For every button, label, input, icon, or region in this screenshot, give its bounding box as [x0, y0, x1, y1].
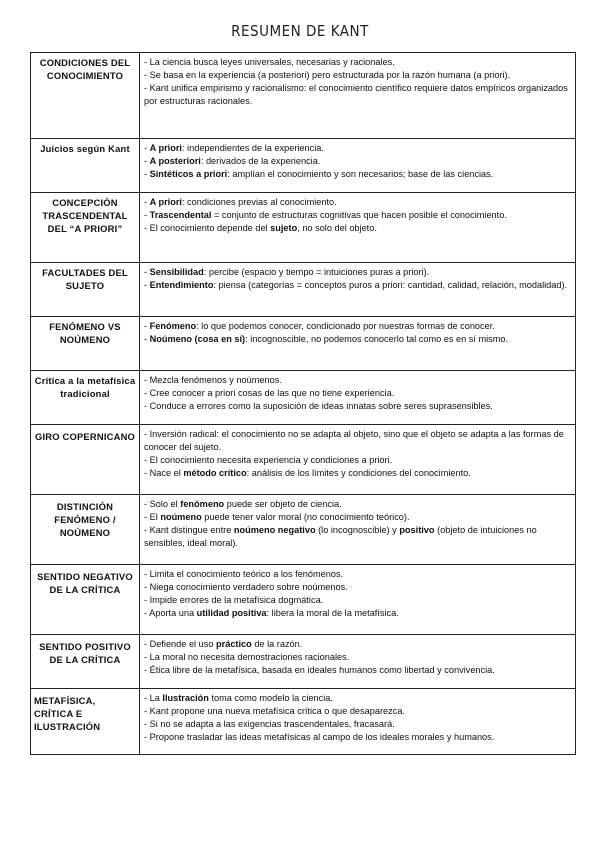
- table-row: [31, 495, 576, 565]
- description-cell: [140, 53, 576, 139]
- term-cell: CONDICIONES DEL CONOCIMIENTO: [31, 53, 140, 139]
- description-line: [144, 387, 571, 400]
- text-segment: - El: [144, 512, 161, 522]
- bold-term: positivo: [399, 525, 435, 535]
- table-row: [31, 689, 576, 755]
- text-segment: : amplían el conocimiento y son necesarios; base de las ciencias.: [227, 169, 494, 179]
- description-cell: [140, 635, 576, 689]
- term-cell: FACULTADES DEL SUJETO: [31, 263, 140, 317]
- description-line: [144, 692, 571, 705]
- text-segment: : piensa (categorías = conceptos puros a priori: cantidad, calidad, relación, modalidad).: [213, 280, 568, 290]
- bold-term: noúmeno negativo: [233, 525, 316, 535]
- bold-term: Noúmeno (cosa en sí): [149, 334, 246, 344]
- bold-term: sujeto: [270, 223, 298, 233]
- text-segment: (lo incognoscible) y: [315, 525, 400, 535]
- text-segment: - Nace el: [144, 468, 184, 478]
- summary-table: [30, 52, 576, 755]
- description-line: [144, 594, 571, 607]
- page-title: RESUMEN DE KANT: [231, 22, 369, 40]
- term-cell: FENÓMENO VS NOÚMENO: [31, 317, 140, 371]
- text-segment: - Kant unifica empirismo y racionalismo: el conocimiento científico requiere datos empíricos organizados por estructuras racionales.: [144, 83, 568, 106]
- bold-term: Entendimiento: [149, 280, 214, 290]
- description-line: [144, 638, 571, 651]
- bold-term: Fenómeno: [149, 321, 197, 331]
- description-line: [144, 56, 571, 69]
- text-segment: : incognoscible, no podemos conocerlo tal como es en sí mismo.: [245, 334, 509, 344]
- description-line: [144, 705, 571, 718]
- text-segment: -: [144, 169, 150, 179]
- text-segment: - Mezcla fenómenos y noúmenos.: [144, 375, 282, 385]
- text-segment: : lo que podemos conocer, condicionado por nuestras formas de conocer.: [196, 321, 495, 331]
- term-cell: SENTIDO NEGATIVO DE LA CRÍTICA: [31, 565, 140, 635]
- text-segment: puede tener valor moral (no conocimiento teórico).: [201, 512, 410, 522]
- text-segment: - Niega conocimiento verdadero sobre noúmenos.: [144, 582, 348, 592]
- text-segment: : libera la moral de la metafísica.: [266, 608, 399, 618]
- text-segment: - El conocimiento depende del: [144, 223, 271, 233]
- description-line: [144, 568, 571, 581]
- text-segment: (objeto de intuiciones no sensibles, ideal moral).: [144, 525, 537, 548]
- text-segment: - Conduce a errores como la suposición de ideas innatas sobre seres suprasensibles.: [144, 401, 493, 411]
- text-segment: - Kant propone una nueva metafísica crítica o que desaparezca.: [144, 706, 405, 716]
- term-cell: Juicios según Kant: [31, 139, 140, 193]
- text-segment: , no solo del objeto.: [297, 223, 377, 233]
- text-segment: -: [144, 334, 150, 344]
- text-segment: - La: [144, 693, 163, 703]
- description-line: [144, 428, 571, 454]
- text-segment: : derivados de la experiencia.: [200, 156, 321, 166]
- description-line: [144, 400, 571, 413]
- bold-term: Sintéticos a priori: [149, 169, 228, 179]
- text-segment: -: [144, 280, 150, 290]
- text-segment: - Kant distingue entre: [144, 525, 234, 535]
- text-segment: - Aporta una: [144, 608, 197, 618]
- bold-term: método crítico: [183, 468, 247, 478]
- description-line: [144, 196, 571, 209]
- text-segment: : independientes de la experiencia.: [181, 143, 324, 153]
- text-segment: - Propone trasladar las ideas metafísicas al campo de los ideales morales y humanos.: [144, 732, 495, 742]
- table-row: [31, 565, 576, 635]
- term-cell: METAFÍSICA, CRÍTICA E ILUSTRACIÓN: [31, 689, 140, 755]
- description-line: [144, 718, 571, 731]
- description-line: [144, 266, 571, 279]
- table-row: [31, 139, 576, 193]
- table-row: [31, 193, 576, 263]
- description-line: [144, 155, 571, 168]
- text-segment: de la razón.: [251, 639, 303, 649]
- text-segment: - La moral no necesita demostraciones racionales.: [144, 652, 350, 662]
- table-row: [31, 53, 576, 139]
- term-cell: GIRO COPERNICANO: [31, 425, 140, 495]
- text-segment: - El conocimiento necesita experiencia y condiciones a priori.: [144, 455, 393, 465]
- description-cell: [140, 371, 576, 425]
- table-row: [31, 425, 576, 495]
- text-segment: toma como modelo la ciencia.: [208, 693, 333, 703]
- description-line: [144, 651, 571, 664]
- text-segment: : análisis de los límites y condiciones del conocimiento.: [246, 468, 471, 478]
- bold-term: noúmeno: [160, 512, 202, 522]
- text-segment: - Limita el conocimiento teórico a los fenómenos.: [144, 569, 344, 579]
- bold-term: Trascendental: [149, 210, 212, 220]
- description-line: [144, 333, 571, 346]
- text-segment: - Defiende el uso: [144, 639, 217, 649]
- text-segment: - Si no se adapta a las exigencias trascendentales, fracasará.: [144, 719, 395, 729]
- bold-term: fenómeno: [180, 499, 225, 509]
- table-row: [31, 635, 576, 689]
- bold-term: A priori: [149, 197, 182, 207]
- description-cell: [140, 689, 576, 755]
- text-segment: - Cree conocer a priori cosas de las que no tiene experiencia.: [144, 388, 395, 398]
- description-cell: [140, 263, 576, 317]
- bold-term: práctico: [216, 639, 252, 649]
- text-segment: -: [144, 197, 150, 207]
- text-segment: -: [144, 210, 150, 220]
- text-segment: - Ética libre de la metafísica, basada en ideales humanos como libertad y convivencia.: [144, 665, 495, 675]
- bold-term: A posteriori: [149, 156, 201, 166]
- text-segment: : percibe (espacio y tiempo = intuiciones puras a priori).: [203, 267, 430, 277]
- description-line: [144, 607, 571, 620]
- description-line: [144, 374, 571, 387]
- bold-term: A priori: [149, 143, 182, 153]
- table-row: [31, 371, 576, 425]
- bold-term: Ilustración: [162, 693, 209, 703]
- description-line: [144, 320, 571, 333]
- description-line: [144, 168, 571, 181]
- text-segment: - La ciencia busca leyes universales, necesarias y racionales.: [144, 57, 395, 67]
- term-cell: CONCEPCIÓN TRASCENDENTAL DEL “A PRIORI”: [31, 193, 140, 263]
- description-line: [144, 142, 571, 155]
- text-segment: -: [144, 267, 150, 277]
- term-cell: Crítica a la metafísica tradicional: [31, 371, 140, 425]
- description-line: [144, 454, 571, 467]
- description-line: [144, 209, 571, 222]
- table-row: [31, 263, 576, 317]
- text-segment: -: [144, 143, 150, 153]
- text-segment: -: [144, 156, 150, 166]
- text-segment: - Se basa en la experiencia (a posteriori) pero estructurada por la razón humana (a priori).: [144, 70, 511, 80]
- table-row: [31, 317, 576, 371]
- text-segment: = conjunto de estructuras cognitivas que hacen posible el conocimiento.: [211, 210, 507, 220]
- description-line: [144, 69, 571, 82]
- summary-table-body: [31, 53, 576, 755]
- description-line: [144, 511, 571, 524]
- description-line: [144, 731, 571, 744]
- term-cell: DISTINCIÓN FENÓMENO / NOÚMENO: [31, 495, 140, 565]
- text-segment: - Solo el: [144, 499, 181, 509]
- bold-term: Sensibilidad: [149, 267, 204, 277]
- description-cell: [140, 565, 576, 635]
- text-segment: - Inversión radical: el conocimiento no se adapta al objeto, sino que el objeto se adapta a las formas de conocer del sujeto.: [144, 429, 564, 452]
- text-segment: puede ser objeto de ciencia.: [224, 499, 342, 509]
- text-segment: : condiciones previas al conocimiento.: [181, 197, 337, 207]
- description-line: [144, 82, 571, 108]
- description-line: [144, 524, 571, 550]
- description-cell: [140, 425, 576, 495]
- description-line: [144, 498, 571, 511]
- description-line: [144, 664, 571, 677]
- description-cell: [140, 317, 576, 371]
- description-cell: [140, 139, 576, 193]
- description-cell: [140, 495, 576, 565]
- description-line: [144, 581, 571, 594]
- description-line: [144, 222, 571, 235]
- bold-term: utilidad positiva: [196, 608, 267, 618]
- description-cell: [140, 193, 576, 263]
- description-line: [144, 279, 571, 292]
- text-segment: - Impide errores de la metafísica dogmática.: [144, 595, 324, 605]
- description-line: [144, 467, 571, 480]
- term-cell: SENTIDO POSITIVO DE LA CRÍTICA: [31, 635, 140, 689]
- text-segment: -: [144, 321, 150, 331]
